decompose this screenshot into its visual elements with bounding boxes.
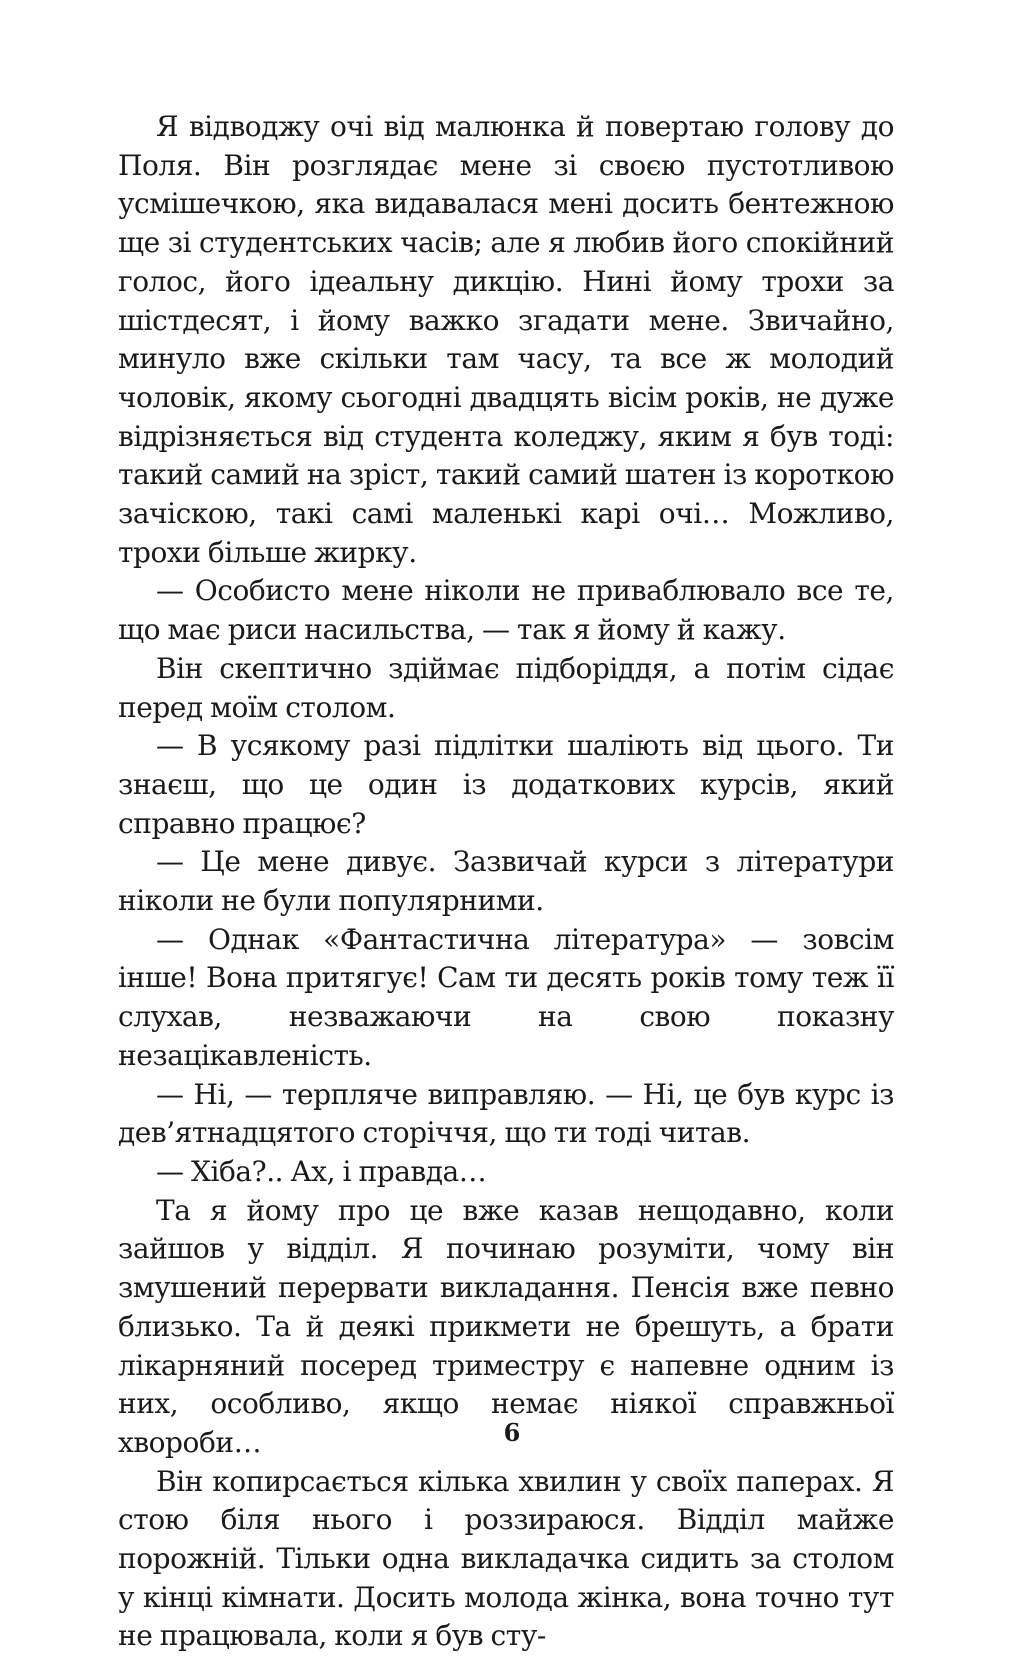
page-number: 6	[503, 1418, 521, 1447]
paragraph: Він скептично здіймає підборіддя, а потім сідає перед моїм столом.	[118, 651, 894, 724]
paragraph: Та я йому про це вже казав нещодавно, коли зайшов у відділ. Я починаю розуміти, чому він змушений перервати викладання. Пенсія вже певно близько. Та й деякі прикмети не брешуть, а брати лікарняний посеред триместру є напевне одним із них, особливо, якщо немає ніякої справжньої хвороби…	[118, 1193, 894, 1459]
paragraph: — В усякому разі підлітки шаліють від цього. Ти знаєш, що це один із додаткових курсів, який справно працює?	[118, 729, 894, 840]
paragraph: Він копирсається кілька хвилин у своїх паперах. Я стою біля нього і роззираюся. Відділ майже порожній. Тільки одна викладачка сидить за столом у кінці кімнати. Досить молода жінка, вона точно тут не працювала, коли я був сту-	[118, 1464, 894, 1653]
paragraph: — Хіба?.. Ах, і правда…	[156, 1154, 487, 1188]
paragraph: Я відводжу очі від малюнка й повертаю голову до Поля. Він розглядає мене зі своєю пустотливою усмішечкою, яка видавалася мені досить бентежною ще зі студентських часів; але я любив його спокійний голос, його ідеальну дикцію. Нині йому трохи за шістдесят, і йому важко згадати мене. Звичайно, минуло вже скільки там часу, та все ж молодий чоловік, якому сьогодні двадцять вісім років, не дуже відрізняється від студента коледжу, яким я був тоді: такий самий на зріст, такий самий шатен із короткою зачіскою, такі самі маленькі карі очі… Можливо, трохи більше жирку.	[118, 110, 894, 569]
paragraph: — Це мене дивує. Зазвичай курси з літератури ніколи не були популярними.	[118, 845, 894, 918]
paragraph: — Особисто мене ніколи не приваблювало все те, що має риси насильства, — так я йому й кажу.	[118, 574, 894, 647]
paragraph: — Ні, — терпляче виправляю. — Ні, це був курс із дев’ятнадцятого сторіччя, що ти тоді читав.	[118, 1077, 894, 1150]
paragraph: — Однак «Фантастична література» — зовсім інше! Вона притягує! Сам ти десять років тому теж її слухав, незважаючи на свою показну незацікавленість.	[118, 922, 894, 1072]
